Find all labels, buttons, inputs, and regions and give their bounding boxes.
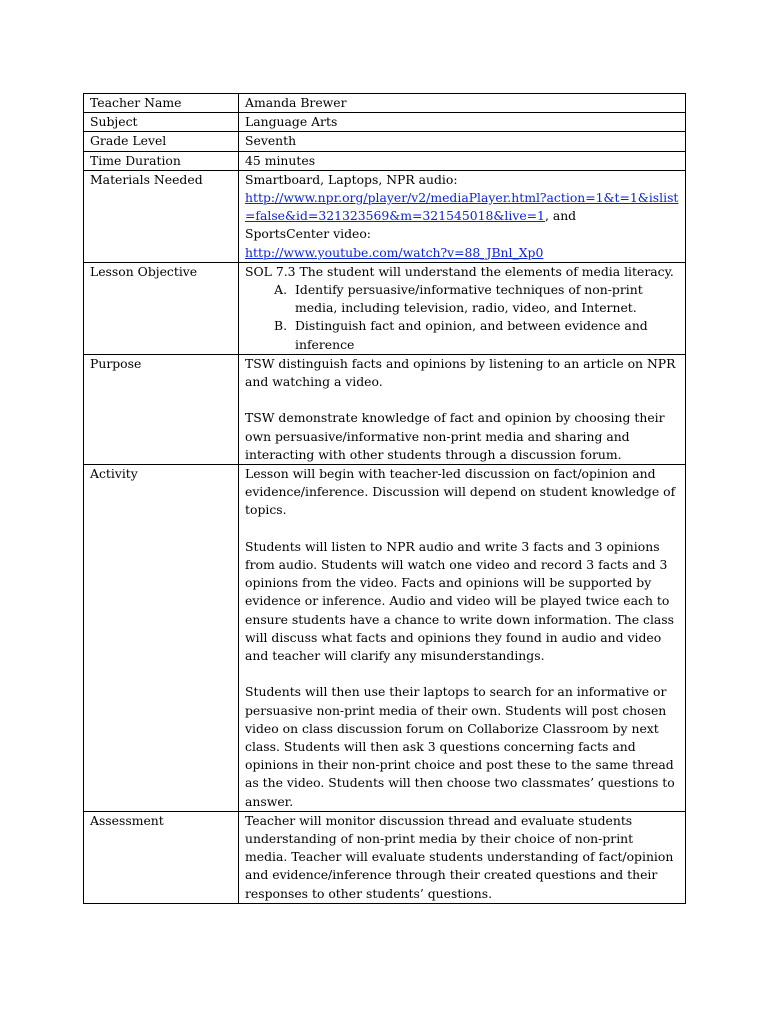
grade-level-value: Seventh bbox=[239, 132, 686, 151]
materials-label: Materials Needed bbox=[84, 170, 239, 262]
assessment-label: Assessment bbox=[84, 811, 239, 903]
youtube-video-link[interactable]: http://www.youtube.com/watch?v=88_JBnl_Xp0 bbox=[245, 244, 544, 260]
activity-paragraph-2: Students will listen to NPR audio and write 3 facts and 3 opinions from audio. Students will watch one video and record 3 facts and 3 opinions from the video. Facts and opinions will be supported by evidence or inference. Audio and video will be played twice each to ensure students have a chance to write down information. The class will discuss what facts and opinions they found in audio and video and teacher will clarify any misunderstandings. bbox=[245, 538, 675, 664]
activity-value bbox=[239, 465, 686, 812]
materials-youtube-line bbox=[245, 244, 679, 262]
objective-value bbox=[239, 262, 686, 354]
subject-value: Language Arts bbox=[239, 113, 686, 132]
time-duration-value: 45 minutes bbox=[239, 151, 686, 170]
purpose-label: Purpose bbox=[84, 354, 239, 464]
npr-audio-link[interactable]: http://www.npr.org/player/v2/mediaPlayer.html?action=1&t=1&islist=false&id=321323569&m=321545018&live=1 bbox=[245, 190, 679, 224]
materials-value bbox=[239, 170, 686, 262]
table-row-assessment bbox=[84, 811, 686, 903]
materials-intro: Smartboard, Laptops, NPR audio: bbox=[245, 171, 458, 187]
purpose-paragraph-2: TSW demonstrate knowledge of fact and opinion by choosing their own persuasive/informative non-print media and sharing and interacting with other students through a discussion forum. bbox=[245, 410, 665, 462]
purpose-paragraph-1: TSW distinguish facts and opinions by listening to an article on NPR and watching a video. bbox=[245, 355, 676, 390]
assessment-value bbox=[239, 811, 686, 903]
time-duration-label: Time Duration bbox=[84, 151, 239, 170]
table-row-objective bbox=[84, 262, 686, 354]
materials-npr-line bbox=[245, 189, 679, 225]
table-row-materials bbox=[84, 170, 686, 262]
objective-item: A. Identify persuasive/informative techniques of non-print media, including television, radio, video, and Internet. bbox=[291, 281, 679, 317]
purpose-value bbox=[239, 354, 686, 464]
table-row-grade-level bbox=[84, 132, 686, 151]
table-row-time-duration bbox=[84, 151, 686, 170]
objective-item: B. Distinguish fact and opinion, and between evidence and inference bbox=[291, 317, 679, 353]
teacher-name-value: Amanda Brewer bbox=[239, 94, 686, 113]
materials-and-text: , and bbox=[544, 208, 577, 224]
table-row-teacher-name bbox=[84, 94, 686, 113]
objective-label: Lesson Objective bbox=[84, 262, 239, 354]
grade-level-label: Grade Level bbox=[84, 132, 239, 151]
activity-paragraph-3: Students will then use their laptops to search for an informative or persuasive non-print media of their own. Students will post chosen video on class discussion forum on Collaborize Classroom by next class. Students will then ask 3 questions concerning facts and opinions in their non-print choice and post these to the same thread as the video. Students will then choose two classmates’ questions to answer. bbox=[245, 684, 675, 809]
activity-label: Activity bbox=[84, 465, 239, 812]
teacher-name-label: Teacher Name bbox=[84, 94, 239, 113]
objective-list bbox=[245, 281, 679, 354]
table-row-subject bbox=[84, 113, 686, 132]
objective-intro: SOL 7.3 The student will understand the elements of media literacy. bbox=[245, 263, 674, 279]
lesson-plan-table bbox=[83, 93, 686, 904]
activity-paragraph-1: Lesson will begin with teacher-led discussion on fact/opinion and evidence/inference. Discussion will depend on student knowledge of topics. bbox=[245, 466, 676, 518]
assessment-paragraph: Teacher will monitor discussion thread and evaluate students understanding of non-print media by their choice of non-print media. Teacher will evaluate students understanding of fact/opinion and evidence/inference through their created questions and their responses to other students’ questions. bbox=[245, 812, 674, 901]
materials-video-label: SportsCenter video: bbox=[245, 226, 371, 242]
table-row-activity bbox=[84, 465, 686, 812]
subject-label: Subject bbox=[84, 113, 239, 132]
table-row-purpose bbox=[84, 354, 686, 464]
